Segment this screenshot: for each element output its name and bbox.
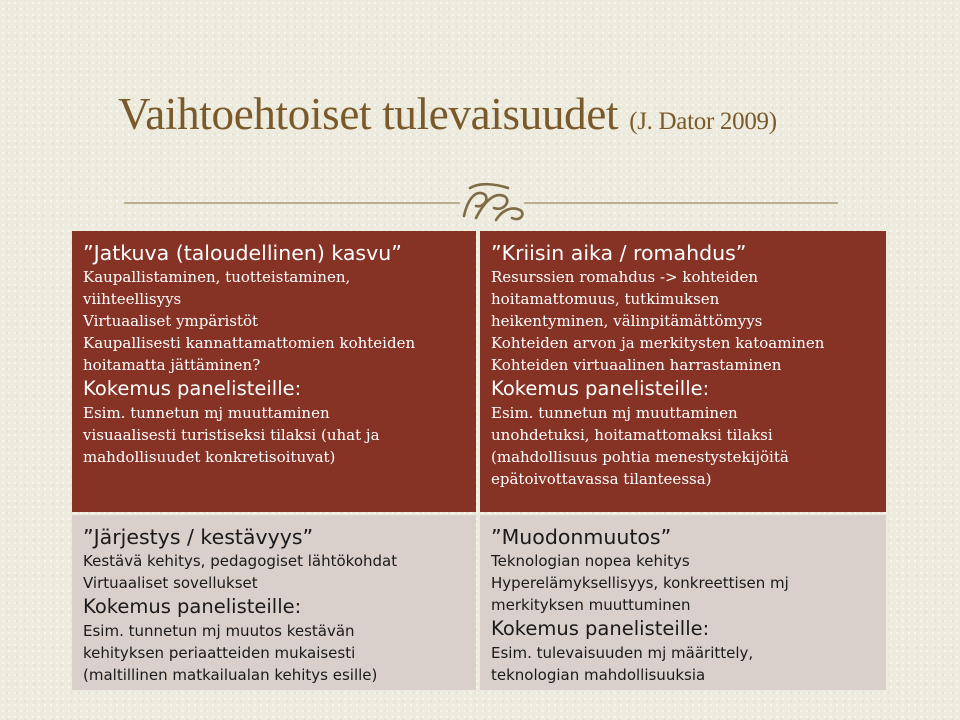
scenario-transformation-example bbox=[491, 642, 876, 686]
example-line: kehityksen periaatteiden mukaisesti bbox=[83, 644, 356, 662]
example-line: epätoivottavassa tilanteessa) bbox=[491, 470, 712, 488]
flourish-ornament-icon bbox=[124, 176, 838, 226]
scenario-grid bbox=[70, 228, 887, 691]
scenario-growth-example bbox=[83, 402, 466, 468]
example-line: Esim. tunnetun mj muuttaminen bbox=[491, 404, 738, 422]
body-line: heikentyminen, välinpitämättömyys bbox=[491, 312, 763, 330]
scenario-collapse-example bbox=[491, 402, 876, 490]
scenario-growth-body bbox=[83, 266, 466, 376]
body-line: Kohteiden arvon ja merkitysten katoaminen bbox=[491, 334, 825, 352]
slide-title bbox=[118, 88, 777, 140]
scenario-order-example bbox=[83, 620, 466, 686]
experience-heading: Kokemus panelisteille: bbox=[491, 617, 710, 640]
scenario-collapse-cell bbox=[480, 231, 886, 512]
experience-heading: Kokemus panelisteille: bbox=[83, 377, 302, 400]
scenario-transformation-body bbox=[491, 550, 876, 616]
body-line: merkityksen muuttuminen bbox=[491, 596, 691, 614]
body-line: viihteellisyys bbox=[83, 290, 182, 308]
example-line: visuaalisesti turistiseksi tilaksi (uhat ja bbox=[83, 426, 380, 444]
title-source: (J. Dator 2009) bbox=[629, 108, 777, 135]
experience-heading: Kokemus panelisteille: bbox=[83, 595, 302, 618]
example-line: Esim. tunnetun mj muuttaminen bbox=[83, 404, 330, 422]
title-main: Vaihtoehtoiset tulevaisuudet bbox=[118, 89, 619, 139]
scenario-transformation-heading: ”Muodonmuutos” bbox=[491, 525, 672, 549]
example-line: teknologian mahdollisuuksia bbox=[491, 666, 706, 684]
body-line: hoitamatta jättäminen? bbox=[83, 356, 261, 374]
scenario-order-cell bbox=[72, 515, 476, 690]
example-line: (mahdollisuus pohtia menestystekijöitä bbox=[491, 448, 789, 466]
body-line: Virtuaaliset sovellukset bbox=[83, 574, 258, 592]
body-line: Kaupallistaminen, tuotteistaminen, bbox=[83, 268, 351, 286]
experience-heading: Kokemus panelisteille: bbox=[491, 377, 710, 400]
body-line: Resurssien romahdus -> kohteiden bbox=[491, 268, 758, 286]
example-line: Esim. tulevaisuuden mj määrittely, bbox=[491, 644, 754, 662]
scenario-collapse-heading: ”Kriisin aika / romahdus” bbox=[491, 241, 747, 265]
body-line: Kohteiden virtuaalinen harrastaminen bbox=[491, 356, 782, 374]
body-line: Hyperelämyksellisyys, konkreettisen mj bbox=[491, 574, 789, 592]
body-line: Kaupallisesti kannattamattomien kohteiden bbox=[83, 334, 416, 352]
body-line: Teknologian nopea kehitys bbox=[491, 552, 690, 570]
example-line: Esim. tunnetun mj muutos kestävän bbox=[83, 622, 355, 640]
scenario-collapse-body bbox=[491, 266, 876, 376]
body-line: Kestävä kehitys, pedagogiset lähtökohdat bbox=[83, 552, 398, 570]
example-line: mahdollisuudet konkretisoituvat) bbox=[83, 448, 336, 466]
scenario-order-body bbox=[83, 550, 466, 594]
body-line: hoitamattomuus, tutkimuksen bbox=[491, 290, 720, 308]
scenario-growth-heading: ”Jatkuva (taloudellinen) kasvu” bbox=[83, 241, 402, 265]
scenario-order-heading: ”Järjestys / kestävyys” bbox=[83, 525, 314, 549]
example-line: (maltillinen matkailualan kehitys esille) bbox=[83, 666, 378, 684]
scenario-transformation-cell bbox=[480, 515, 886, 690]
body-line: Virtuaaliset ympäristöt bbox=[83, 312, 259, 330]
example-line: unohdetuksi, hoitamattomaksi tilaksi bbox=[491, 426, 773, 444]
scenario-growth-cell bbox=[72, 231, 476, 512]
